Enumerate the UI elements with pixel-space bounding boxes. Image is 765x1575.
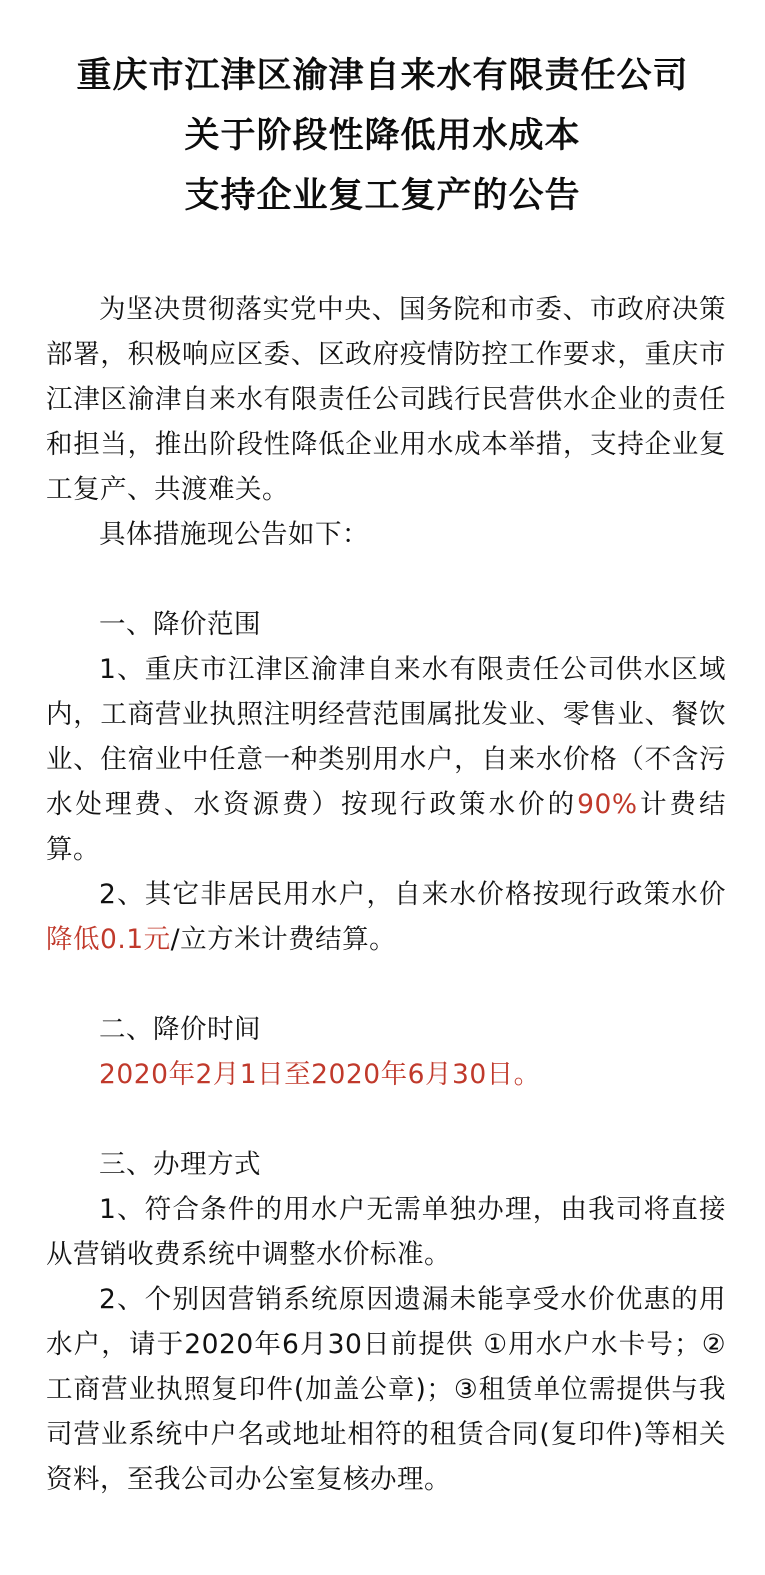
discount-period: 2020年2月1日至2020年6月30日。 bbox=[99, 1059, 541, 1090]
section-heading-scope: 一、降价范围 bbox=[99, 609, 261, 640]
title-line-subject: 关于阶段性降低用水成本 bbox=[184, 116, 581, 156]
spacer bbox=[46, 962, 726, 1007]
price-reduction-highlight: 降低0.1元 bbox=[46, 924, 171, 955]
announcement-title bbox=[0, 46, 765, 226]
section-heading-procedure: 三、办理方式 bbox=[99, 1149, 261, 1180]
scope-item-2 bbox=[46, 872, 726, 962]
intro-lead: 具体措施现公告如下： bbox=[99, 519, 369, 550]
spacer bbox=[46, 1097, 726, 1142]
title-line-company: 重庆市江津区渝津自来水有限责任公司 bbox=[76, 56, 689, 96]
procedure-item-1: 1、符合条件的用水户无需单独办理，由我司将直接从营销收费系统中调整水价标准。 bbox=[46, 1194, 726, 1270]
section-heading-period: 二、降价时间 bbox=[99, 1014, 261, 1045]
scope-item-2-text: 2、其它非居民用水户，自来水价格按现行政策水价 bbox=[99, 879, 726, 910]
title-line-purpose: 支持企业复工复产的公告 bbox=[184, 176, 581, 216]
scope-item-1-tail: 计费结算。 bbox=[46, 789, 727, 865]
spacer bbox=[46, 557, 726, 602]
announcement-body bbox=[46, 287, 726, 1502]
scope-item-1 bbox=[46, 647, 726, 872]
intro-paragraph: 为坚决贯彻落实党中央、国务院和市委、市政府决策部署，积极响应区委、区政府疫情防控工作要求，重庆市江津区渝津自来水有限责任公司践行民营供水企业的责任和担当，推出阶段性降低企业用水成本举措，支持企业复工复产、共渡难关。 bbox=[46, 294, 726, 505]
discount-rate-highlight: 90% bbox=[577, 789, 638, 820]
scope-item-1-text: 1、重庆市江津区渝津自来水有限责任公司供水区域内，工商营业执照注明经营范围属批发业、零售业、餐饮业、住宿业中任意一种类别用水户，自来水价格（不含污水处理费、水资源费）按现行政策水价的 bbox=[46, 654, 726, 820]
procedure-item-2: 2、个别因营销系统原因遗漏未能享受水价优惠的用水户，请于2020年6月30日前提供 ①用水户水卡号；②工商营业执照复印件(加盖公章)；③租赁单位需提供与我司营业系统中户名或地址相符的租赁合同(复印件)等相关资料，至我公司办公室复核办理。 bbox=[46, 1284, 726, 1495]
scope-item-2-tail: /立方米计费结算。 bbox=[170, 924, 397, 955]
